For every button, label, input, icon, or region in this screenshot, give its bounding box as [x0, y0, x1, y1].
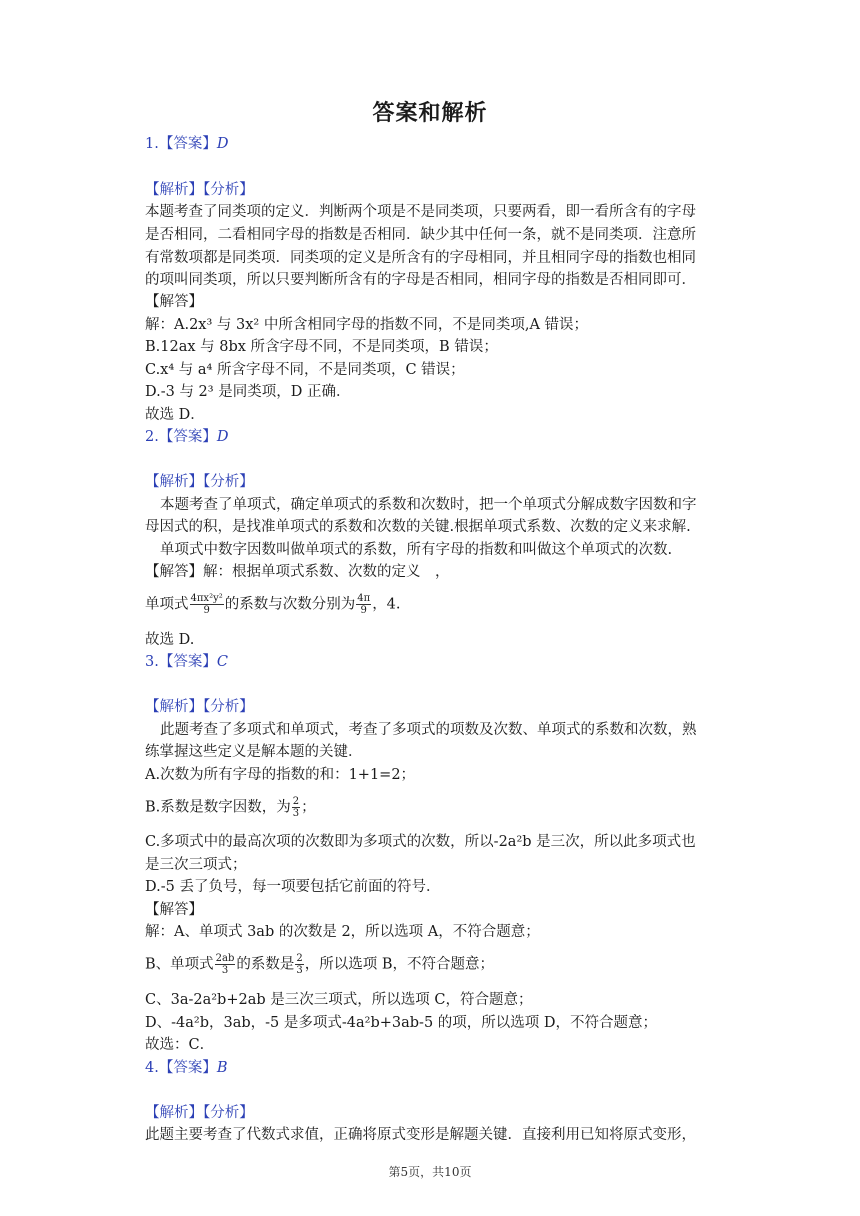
q3-point-b — [145, 796, 316, 819]
q3-solution-2-fraction-2 — [295, 953, 303, 976]
q3-analysis-label: 【解析】【分析】 — [145, 699, 254, 715]
q3-point-c-line-2: 是三次三项式； — [145, 857, 247, 873]
q3-solution-2-prefix: B、单项式 — [145, 956, 214, 973]
q1-analysis-line-4: 的项叫同类项，所以只要判断所含有的字母是否相同，相同字母的指数是否相同即可． — [145, 272, 696, 288]
q4-analysis-label: 【解析】【分析】 — [145, 1105, 254, 1121]
q2-fraction-1-denominator: 9 — [203, 605, 210, 616]
q3-solution-2-denominator-2: 3 — [296, 965, 303, 976]
q1-analysis-label: 【解析】【分析】 — [145, 182, 254, 198]
q1-solution-label: 【解答】 — [145, 294, 203, 310]
q3-solution-2-fraction-1 — [215, 953, 236, 976]
q3-answer-label: 【答案】 — [158, 654, 217, 670]
q2-conclusion: 故选 D. — [145, 632, 195, 648]
q3-solution-label: 【解答】 — [145, 902, 203, 918]
q4-answer: B — [216, 1060, 228, 1076]
q4-answer-line — [145, 1058, 228, 1078]
q3-point-b-numerator: 2 — [292, 796, 300, 807]
q1-conclusion: 故选 D． — [145, 407, 205, 423]
q2-fraction-2 — [356, 593, 371, 616]
q2-number: 2. — [145, 429, 159, 445]
q3-solution-2-suffix: ，所以选项 B，不符合题意； — [304, 956, 495, 973]
q4-number: 4. — [145, 1060, 159, 1076]
page-title: 答案和解析 — [372, 100, 488, 126]
q1-answer: D — [216, 136, 229, 152]
q2-fraction-1-numerator: 4πx²y² — [190, 593, 223, 604]
q1-solution-b: B.12ax 与 8bx 所含字母不同，不是同类项，B 错误； — [145, 339, 498, 355]
q3-solution-4: D、-4a²b，3ab，-5 是多项式-4a²b+3ab-5 的项，所以选项 D，不符合题意； — [145, 1015, 658, 1031]
q2-fraction-line — [145, 593, 401, 616]
q3-point-c-line-1: C.多项式中的最高次项的次数即为多项式的次数，所以-2a²b 是三次，所以此多项式也 — [145, 834, 696, 850]
q2-fraction-prefix: 单项式 — [145, 596, 189, 613]
q2-fraction-2-numerator: 4π — [357, 593, 371, 604]
q3-point-b-denominator: 3 — [292, 808, 300, 819]
q3-number: 3. — [145, 654, 159, 670]
q3-point-b-suffix: ； — [301, 799, 316, 816]
q3-solution-2-denominator-1: 3 — [221, 965, 229, 976]
q1-number: 1. — [145, 136, 159, 152]
q2-fraction-1 — [190, 593, 224, 616]
q4-answer-label: 【答案】 — [158, 1060, 217, 1076]
q1-analysis-line-1: 本题考查了同类项的定义．判断两个项是不是同类项，只要两看，即一看所含有的字母 — [145, 204, 696, 220]
q3-answer: C — [216, 654, 228, 670]
q3-solution-3: C、3a-2a²b+2ab 是三次三项式，所以选项 C，符合题意； — [145, 992, 533, 1008]
q3-analysis-line-2: 练掌握这些定义是解本题的关键． — [145, 744, 363, 760]
q2-answer-label: 【答案】 — [158, 429, 217, 445]
q2-fraction-mid: 的系数与次数分别为 — [224, 596, 356, 613]
q3-solution-2-mid: 的系数是 — [236, 956, 295, 973]
q3-conclusion: 故选：C． — [145, 1037, 215, 1053]
q1-analysis-line-3: 有常数项都是同类项．同类项的定义是所含有的字母相同，并且相同字母的指数也相同 — [145, 250, 696, 266]
q2-analysis-label: 【解析】【分析】 — [145, 474, 254, 490]
q3-point-d: D.-5 丢了负号，每一项要包括它前面的符号． — [145, 879, 441, 895]
q1-solution-c: C.x⁴ 与 a⁴ 所含字母不同，不是同类项，C 错误； — [145, 362, 465, 378]
q1-answer-label: 【答案】 — [158, 136, 217, 152]
q2-fraction-2-denominator: 9 — [360, 605, 367, 616]
q3-point-b-fraction — [292, 796, 300, 819]
page-footer: 第5页，共10页 — [388, 1165, 472, 1179]
q3-solution-2 — [145, 953, 494, 976]
q2-answer-line — [145, 427, 228, 447]
q3-solution-2-numerator-1: 2ab — [215, 953, 235, 964]
q1-solution-a: 解：A.2x³ 与 3x² 中所含相同字母的指数不同，不是同类项,A 错误； — [145, 317, 589, 333]
q3-point-a: A.次数为所有字母的指数的和：1+1=2； — [145, 767, 416, 783]
q1-solution-d: D.-3 与 2³ 是同类项，D 正确． — [145, 384, 351, 400]
q2-analysis-line-2: 母因式的积，是找准单项式的系数和次数的关键.根据单项式系数、次数的定义来求解. — [145, 519, 691, 535]
q3-answer-line — [145, 652, 228, 672]
q3-analysis-line-1: 此题考查了多项式和单项式，考查了多项式的项数及次数、单项式的系数和次数，熟 — [160, 722, 697, 738]
q4-analysis-line-1: 此题主要考查了代数式求值，正确将原式变形是解题关键．直接利用已知将原式变形， — [145, 1127, 696, 1143]
q2-analysis-line-3: 单项式中数字因数叫做单项式的系数，所有字母的指数和叫做这个单项式的次数. — [160, 542, 673, 558]
q2-fraction-suffix: ，4. — [372, 596, 401, 613]
q3-solution-1: 解：A、单项式 3ab 的次数是 2，所以选项 A，不符合题意； — [145, 924, 540, 940]
q2-answer: D — [216, 429, 229, 445]
q1-analysis-line-2: 是否相同，二看相同字母的指数是否相同．缺少其中任何一条，就不是同类项．注意所 — [145, 227, 696, 243]
q3-point-b-prefix: B.系数是数字因数，为 — [145, 799, 291, 816]
q2-solution: 【解答】解：根据单项式系数、次数的定义 ， — [145, 564, 450, 580]
q1-answer-line — [145, 134, 228, 154]
q2-analysis-line-1: 本题考查了单项式，确定单项式的系数和次数时，把一个单项式分解成数字因数和字 — [160, 497, 697, 513]
q3-solution-2-numerator-2: 2 — [296, 953, 303, 964]
